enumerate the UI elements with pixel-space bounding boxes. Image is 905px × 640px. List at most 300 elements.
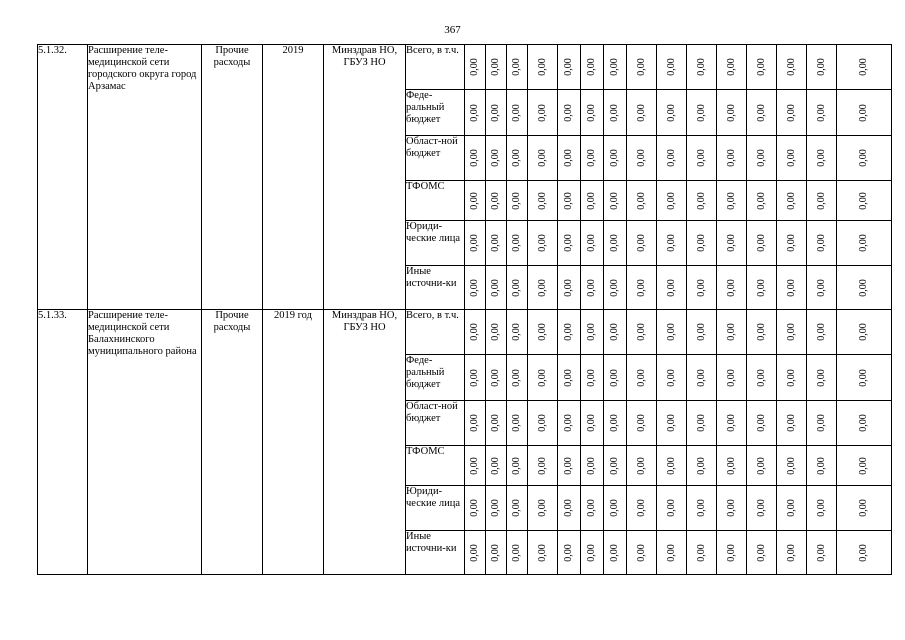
amount-value: 0,00 [815,414,827,432]
amount-cell [558,221,581,266]
amount-cell [717,310,747,355]
amount-cell [528,310,558,355]
amount-cell [627,401,657,446]
amount-value: 0,00 [815,499,827,517]
amount-cell [558,45,581,90]
amount-value: 0,00 [755,456,767,475]
amount-value: 0,00 [695,103,707,122]
amount-value: 0,00 [490,323,501,341]
amount-value: 0,00 [755,323,767,341]
amount-cell [604,90,627,136]
amount-cell [777,355,807,401]
amount-value: 0,00 [635,234,647,252]
amount-value: 0,00 [563,456,574,475]
amount-value: 0,00 [725,543,737,562]
amount-cell [465,446,486,486]
amount-value: 0,00 [725,278,737,297]
amount-value: 0,00 [469,499,480,517]
amount-cell [777,136,807,181]
amount-value: 0,00 [563,543,574,562]
amount-value: 0,00 [815,323,827,341]
amount-value: 0,00 [755,499,767,517]
amount-cell [465,266,486,310]
amount-value: 0,00 [785,456,797,475]
amount-value: 0,00 [469,414,480,432]
amount-cell [657,45,687,90]
amount-cell [837,221,892,266]
amount-value: 0,00 [563,191,574,210]
amount-value: 0,00 [563,149,574,167]
amount-value: 0,00 [785,278,797,297]
amount-value: 0,00 [586,456,597,475]
amount-value: 0,00 [635,58,647,76]
funding-source-label: Юриди-ческие лица [406,221,465,266]
amount-cell [747,221,777,266]
amount-value: 0,00 [815,368,827,387]
amount-cell [604,446,627,486]
amount-cell [507,446,528,486]
amount-cell [747,90,777,136]
amount-value: 0,00 [536,149,548,167]
amount-value: 0,00 [755,278,767,297]
amount-value: 0,00 [665,58,677,76]
amount-value: 0,00 [695,58,707,76]
amount-value: 0,00 [586,414,597,432]
amount-cell [486,45,507,90]
amount-value: 0,00 [586,58,597,76]
amount-value: 0,00 [815,543,827,562]
amount-value: 0,00 [815,456,827,475]
responsible-executor: Минздрав НО, ГБУЗ НО [324,45,406,310]
amount-cell [687,355,717,401]
amount-cell [465,136,486,181]
amount-cell [717,45,747,90]
funding-source-label: Област-ной бюджет [406,401,465,446]
amount-cell [558,90,581,136]
amount-cell [717,221,747,266]
amount-value: 0,00 [490,103,501,122]
amount-cell [528,355,558,401]
amount-value: 0,00 [536,234,548,252]
amount-value: 0,00 [490,278,501,297]
amount-value: 0,00 [511,234,522,252]
amount-value: 0,00 [511,103,522,122]
amount-cell [558,531,581,575]
amount-cell [465,355,486,401]
amount-cell [528,531,558,575]
amount-value: 0,00 [511,149,522,167]
amount-cell [687,90,717,136]
amount-cell [657,266,687,310]
amount-cell [687,310,717,355]
amount-value: 0,00 [755,103,767,122]
amount-value: 0,00 [536,58,548,76]
amount-value: 0,00 [785,103,797,122]
amount-cell [507,266,528,310]
amount-cell [687,531,717,575]
amount-value: 0,00 [511,278,522,297]
amount-value: 0,00 [725,149,737,167]
amount-value: 0,00 [469,103,480,122]
amount-cell [717,136,747,181]
amount-value: 0,00 [785,234,797,252]
amount-cell [777,266,807,310]
amount-value: 0,00 [858,149,869,167]
amount-cell [627,531,657,575]
amount-cell [627,221,657,266]
amount-cell [807,266,837,310]
amount-value: 0,00 [609,58,620,76]
amount-cell [486,90,507,136]
amount-cell [627,355,657,401]
amount-value: 0,00 [858,103,869,122]
amount-cell [717,486,747,531]
amount-value: 0,00 [725,103,737,122]
amount-cell [837,355,892,401]
amount-value: 0,00 [563,368,574,387]
amount-cell [777,45,807,90]
amount-cell [747,401,777,446]
amount-value: 0,00 [665,191,677,210]
amount-cell [507,486,528,531]
amount-cell [558,355,581,401]
amount-value: 0,00 [586,103,597,122]
amount-value: 0,00 [490,234,501,252]
amount-value: 0,00 [469,368,480,387]
amount-cell [528,401,558,446]
amount-value: 0,00 [469,234,480,252]
amount-value: 0,00 [469,323,480,341]
amount-value: 0,00 [815,191,827,210]
amount-cell [687,446,717,486]
amount-cell [687,181,717,221]
amount-cell [465,486,486,531]
amount-cell [581,486,604,531]
amount-cell [657,181,687,221]
amount-cell [581,221,604,266]
amount-cell [528,45,558,90]
amount-value: 0,00 [511,456,522,475]
amount-cell [558,401,581,446]
amount-value: 0,00 [635,543,647,562]
amount-cell [747,486,777,531]
amount-cell [558,310,581,355]
amount-value: 0,00 [815,278,827,297]
amount-cell [687,221,717,266]
amount-value: 0,00 [635,278,647,297]
amount-value: 0,00 [635,499,647,517]
amount-value: 0,00 [695,368,707,387]
amount-cell [807,486,837,531]
amount-value: 0,00 [609,543,620,562]
amount-cell [507,310,528,355]
amount-cell [604,486,627,531]
amount-cell [627,90,657,136]
amount-value: 0,00 [695,543,707,562]
amount-value: 0,00 [511,368,522,387]
amount-value: 0,00 [511,499,522,517]
amount-cell [657,446,687,486]
amount-value: 0,00 [609,368,620,387]
amount-value: 0,00 [511,58,522,76]
amount-value: 0,00 [665,368,677,387]
amount-value: 0,00 [536,191,548,210]
amount-cell [558,181,581,221]
amount-cell [486,266,507,310]
amount-value: 0,00 [469,278,480,297]
amount-value: 0,00 [511,543,522,562]
amount-value: 0,00 [665,543,677,562]
amount-cell [581,181,604,221]
amount-cell [777,181,807,221]
implementation-year: 2019 год [263,310,324,575]
amount-value: 0,00 [785,191,797,210]
amount-value: 0,00 [785,414,797,432]
amount-value: 0,00 [755,58,767,76]
funding-source-label: Всего, в т.ч. [406,45,465,90]
amount-value: 0,00 [586,234,597,252]
amount-value: 0,00 [469,456,480,475]
amount-value: 0,00 [511,323,522,341]
amount-cell [717,90,747,136]
amount-value: 0,00 [725,456,737,475]
amount-value: 0,00 [785,543,797,562]
amount-value: 0,00 [635,191,647,210]
amount-cell [558,136,581,181]
amount-cell [581,266,604,310]
amount-cell [777,486,807,531]
amount-value: 0,00 [665,103,677,122]
amount-cell [657,90,687,136]
amount-cell [465,181,486,221]
amount-cell [777,531,807,575]
amount-value: 0,00 [858,368,869,387]
amount-cell [604,401,627,446]
amount-value: 0,00 [695,456,707,475]
amount-value: 0,00 [858,323,869,341]
amount-cell [777,401,807,446]
amount-cell [747,355,777,401]
funding-source-label: ТФОМС [406,446,465,486]
amount-value: 0,00 [635,149,647,167]
amount-cell [777,221,807,266]
amount-cell [507,355,528,401]
amount-value: 0,00 [609,149,620,167]
amount-value: 0,00 [609,323,620,341]
amount-cell [717,446,747,486]
amount-cell [604,310,627,355]
amount-cell [777,310,807,355]
amount-value: 0,00 [785,149,797,167]
amount-value: 0,00 [665,499,677,517]
table-row [38,45,892,90]
amount-cell [687,401,717,446]
amount-value: 0,00 [665,278,677,297]
amount-value: 0,00 [635,103,647,122]
amount-value: 0,00 [563,103,574,122]
amount-cell [528,446,558,486]
amount-value: 0,00 [785,368,797,387]
amount-value: 0,00 [725,58,737,76]
amount-value: 0,00 [609,456,620,475]
amount-cell [528,221,558,266]
amount-value: 0,00 [665,234,677,252]
amount-cell [558,446,581,486]
amount-value: 0,00 [695,191,707,210]
amount-cell [657,531,687,575]
amount-cell [807,531,837,575]
amount-value: 0,00 [469,149,480,167]
amount-cell [837,181,892,221]
amount-cell [627,446,657,486]
amount-cell [486,446,507,486]
amount-cell [627,181,657,221]
amount-value: 0,00 [725,414,737,432]
amount-cell [687,486,717,531]
table-row [38,310,892,355]
amount-cell [657,221,687,266]
amount-cell [687,266,717,310]
amount-value: 0,00 [536,414,548,432]
page-number: 367 [444,24,461,36]
funding-source-label: Иные источни-ки [406,531,465,575]
amount-value: 0,00 [490,368,501,387]
amount-value: 0,00 [815,149,827,167]
amount-cell [581,531,604,575]
amount-value: 0,00 [858,278,869,297]
amount-value: 0,00 [563,414,574,432]
amount-cell [807,221,837,266]
amount-cell [807,310,837,355]
amount-cell [837,45,892,90]
amount-cell [747,181,777,221]
amount-value: 0,00 [586,368,597,387]
amount-cell [486,221,507,266]
amount-cell [627,266,657,310]
amount-value: 0,00 [586,191,597,210]
amount-value: 0,00 [586,499,597,517]
amount-cell [507,45,528,90]
amount-value: 0,00 [586,543,597,562]
amount-cell [581,90,604,136]
amount-value: 0,00 [469,543,480,562]
amount-value: 0,00 [815,103,827,122]
amount-value: 0,00 [785,58,797,76]
amount-cell [687,45,717,90]
amount-value: 0,00 [609,234,620,252]
amount-value: 0,00 [755,234,767,252]
amount-cell [837,90,892,136]
amount-cell [837,486,892,531]
responsible-executor: Минздрав НО, ГБУЗ НО [324,310,406,575]
amount-cell [581,401,604,446]
funding-source-label: Област-ной бюджет [406,136,465,181]
amount-cell [604,266,627,310]
amount-value: 0,00 [695,499,707,517]
amount-cell [507,401,528,446]
amount-cell [807,181,837,221]
amount-value: 0,00 [536,103,548,122]
amount-cell [486,486,507,531]
amount-cell [604,181,627,221]
funding-source-label: Феде-ральный бюджет [406,355,465,401]
amount-cell [558,266,581,310]
amount-cell [465,401,486,446]
amount-value: 0,00 [536,499,548,517]
amount-cell [807,90,837,136]
measure-number: 5.1.33. [38,310,88,575]
amount-value: 0,00 [858,234,869,252]
amount-value: 0,00 [609,103,620,122]
amount-value: 0,00 [755,149,767,167]
amount-cell [581,355,604,401]
amount-value: 0,00 [665,456,677,475]
amount-value: 0,00 [858,499,869,517]
amount-value: 0,00 [725,323,737,341]
amount-cell [604,136,627,181]
amount-cell [465,221,486,266]
amount-value: 0,00 [725,499,737,517]
amount-cell [747,45,777,90]
amount-cell [777,90,807,136]
amount-value: 0,00 [563,278,574,297]
amount-cell [807,45,837,90]
amount-cell [507,221,528,266]
amount-value: 0,00 [695,149,707,167]
amount-value: 0,00 [858,58,869,76]
amount-cell [604,355,627,401]
amount-value: 0,00 [635,368,647,387]
amount-value: 0,00 [490,191,501,210]
amount-cell [807,446,837,486]
amount-value: 0,00 [695,278,707,297]
funding-source-label: Феде-ральный бюджет [406,90,465,136]
amount-cell [528,90,558,136]
amount-value: 0,00 [490,414,501,432]
amount-cell [657,136,687,181]
amount-value: 0,00 [536,278,548,297]
amount-cell [528,181,558,221]
amount-value: 0,00 [609,191,620,210]
amount-cell [486,310,507,355]
amount-value: 0,00 [586,149,597,167]
amount-value: 0,00 [785,499,797,517]
amount-value: 0,00 [695,414,707,432]
amount-cell [747,266,777,310]
amount-cell [528,486,558,531]
amount-cell [528,136,558,181]
amount-cell [717,181,747,221]
budget-table [37,44,892,575]
amount-cell [657,486,687,531]
funding-source-label: Иные источни-ки [406,266,465,310]
amount-cell [837,446,892,486]
amount-value: 0,00 [755,414,767,432]
amount-cell [507,531,528,575]
amount-value: 0,00 [609,278,620,297]
amount-cell [807,136,837,181]
amount-cell [807,401,837,446]
amount-cell [486,136,507,181]
amount-value: 0,00 [665,149,677,167]
amount-value: 0,00 [755,191,767,210]
amount-cell [507,90,528,136]
amount-cell [465,310,486,355]
amount-value: 0,00 [469,191,480,210]
amount-value: 0,00 [635,456,647,475]
amount-value: 0,00 [858,191,869,210]
amount-cell [717,355,747,401]
